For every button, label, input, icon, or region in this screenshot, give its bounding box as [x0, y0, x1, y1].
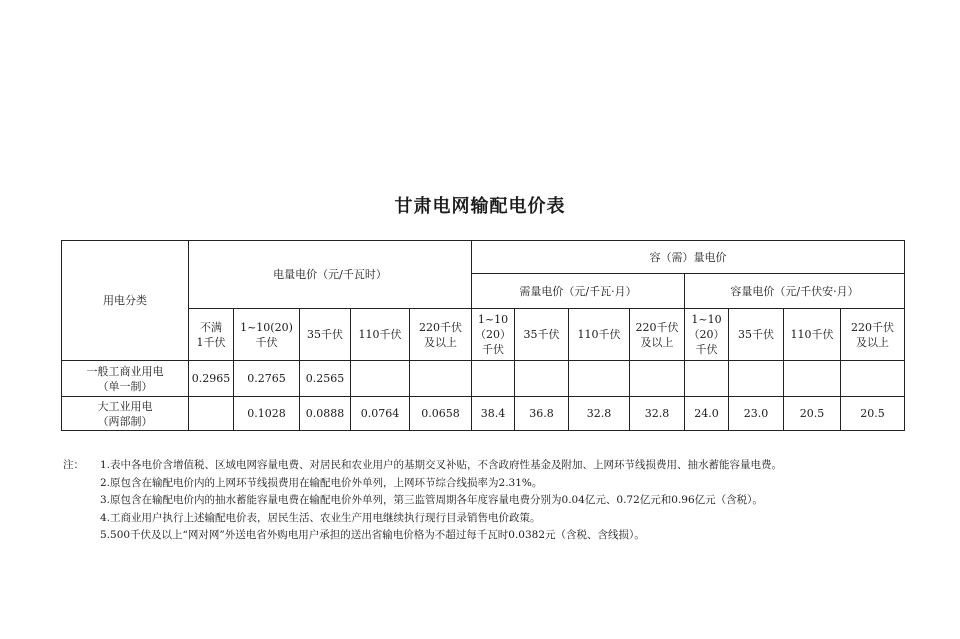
energy-voltage-level: 不满 1千伏 — [189, 309, 234, 361]
table-row — [62, 361, 905, 397]
price-cell — [729, 361, 784, 397]
price-cell — [472, 361, 515, 397]
price-cell: 36.8 — [515, 397, 569, 431]
row-category: 一般工商业用电 （单一制） — [62, 361, 189, 397]
demand-voltage-level: 110千伏 — [569, 309, 630, 361]
capacity-price-subheader: 容量电价（元/千伏安·月） — [685, 274, 905, 309]
price-cell: 0.0888 — [300, 397, 351, 431]
energy-voltage-level: 35千伏 — [300, 309, 351, 361]
capacity-voltage-level: 1~10 （20） 千伏 — [685, 309, 729, 361]
note-text: 2.原包含在输配电价内的上网环节线损费用在输配电价外单列，上网环节综合线损率为2.31%。 — [100, 476, 543, 489]
document-title: 甘肃电网输配电价表 — [394, 196, 566, 217]
energy-voltage-level: 220千伏 及以上 — [410, 309, 472, 361]
price-cell: 0.0658 — [410, 397, 472, 431]
price-cell: 20.5 — [841, 397, 905, 431]
price-cell: 0.2765 — [234, 361, 300, 397]
price-cell: 0.1028 — [234, 397, 300, 431]
note-item — [63, 492, 923, 510]
price-cell — [189, 397, 234, 431]
energy-price-header: 电量电价（元/千瓦时） — [189, 241, 472, 309]
energy-voltage-level: 1~10(20) 千伏 — [234, 309, 300, 361]
price-cell — [515, 361, 569, 397]
price-cell: 20.5 — [784, 397, 841, 431]
notes-section — [63, 457, 923, 545]
price-cell: 0.2965 — [189, 361, 234, 397]
energy-voltage-level: 110千伏 — [351, 309, 410, 361]
price-cell — [569, 361, 630, 397]
price-cell: 32.8 — [569, 397, 630, 431]
demand-price-header: 需量电价（元/千瓦·月） — [472, 274, 685, 309]
voltage-level-row — [62, 309, 905, 361]
capacity-voltage-level: 35千伏 — [729, 309, 784, 361]
note-text: 3.原包含在输配电价内的抽水蓄能容量电费在输配电价外单列，第三监管周期各年度容量电费分别为0.04亿元、0.72亿元和0.96亿元（含税）。 — [100, 494, 763, 506]
table-row — [62, 397, 905, 431]
note-text: 5.500千伏及以上“网对网”外送电省外购电用户承担的送出省输电价格为不超过每千瓦时0.0382元（含税、含线损）。 — [100, 529, 645, 541]
capacity-voltage-level: 110千伏 — [784, 309, 841, 361]
note-text: 4.工商业用户执行上述输配电价表，居民生活、农业生产用电继续执行现行目录销售电价政策。 — [100, 511, 541, 524]
tariff-table — [61, 240, 905, 431]
price-cell — [630, 361, 685, 397]
notes-label: 注： — [63, 459, 84, 471]
price-cell: 0.0764 — [351, 397, 410, 431]
row-category: 大工业用电 （两部制） — [62, 397, 189, 431]
note-item — [63, 475, 923, 493]
price-cell: 32.8 — [630, 397, 685, 431]
capacity-voltage-level: 220千伏 及以上 — [841, 309, 905, 361]
price-cell — [410, 361, 472, 397]
price-cell — [685, 361, 729, 397]
demand-voltage-level: 35千伏 — [515, 309, 569, 361]
price-cell — [351, 361, 410, 397]
price-cell — [841, 361, 905, 397]
note-item — [63, 527, 923, 545]
price-cell — [784, 361, 841, 397]
price-cell: 38.4 — [472, 397, 515, 431]
price-cell: 0.2565 — [300, 361, 351, 397]
capacity-price-header: 容（需）量电价 — [472, 241, 905, 274]
demand-voltage-level: 1~10 （20） 千伏 — [472, 309, 515, 361]
note-item — [63, 457, 923, 475]
price-cell: 24.0 — [685, 397, 729, 431]
demand-voltage-level: 220千伏 及以上 — [630, 309, 685, 361]
note-item — [63, 510, 923, 528]
note-text: 1.表中各电价含增值税、区域电网容量电费、对居民和农业用户的基期交叉补贴，不含政府性基金及附加、上网环节线损费用、抽水蓄能容量电费。 — [100, 459, 783, 471]
category-header: 用电分类 — [62, 241, 189, 361]
price-cell: 23.0 — [729, 397, 784, 431]
